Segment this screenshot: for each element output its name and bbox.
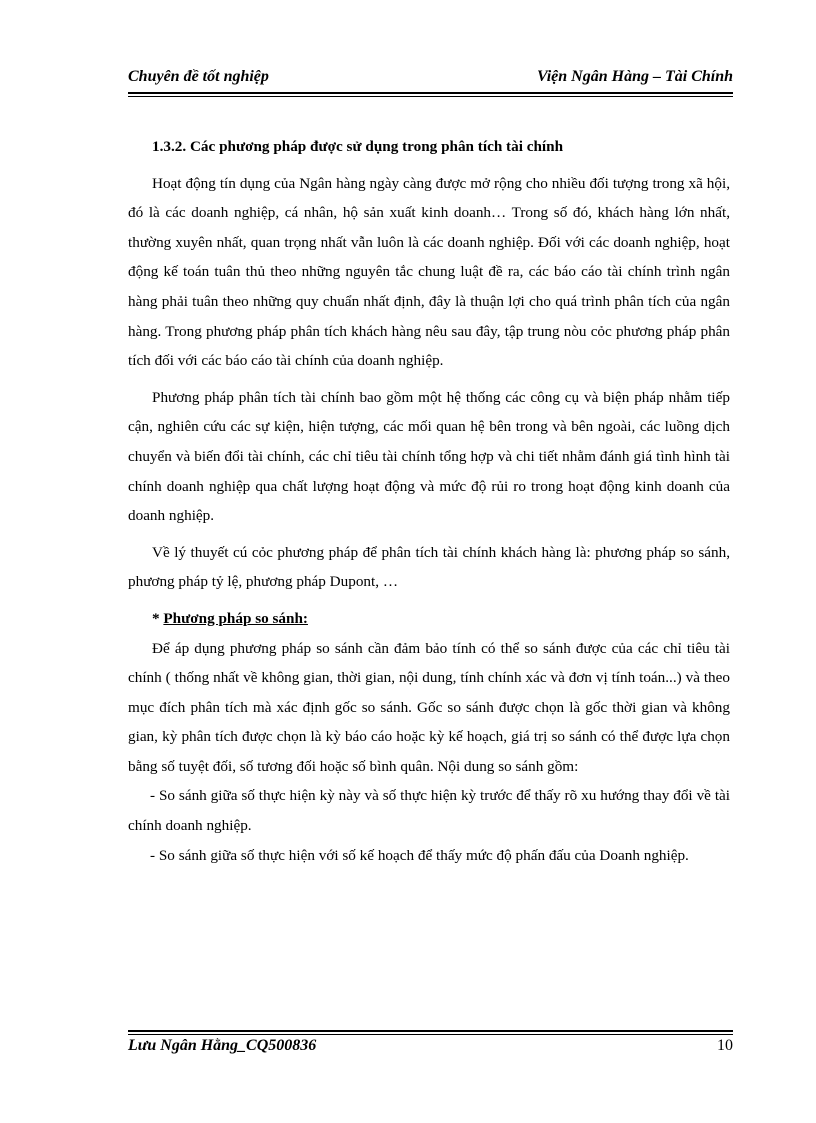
section-heading: 1.3.2. Các phương pháp được sử dụng trong phân tích tài chính (152, 138, 564, 155)
page-footer (128, 1037, 733, 1059)
header-divider-thin (128, 96, 733, 97)
paragraph: Phương pháp phân tích tài chính bao gồm một hệ thống các công cụ và biện pháp nhằm tiếp cận, nghiên cứu các sự kiện, hiện tượng, các mối quan hệ bên trong và bên ngoài, các luồng dịch chuyển và biến đổi tài chính, các chỉ tiêu tài chính tổng hợp và chi tiết nhằm đánh giá tình hình tài chính doanh nghiệp qua chất lượng hoạt động và mức độ rủi ro trong hoạt động kinh doanh của doanh nghiệp. (128, 388, 730, 525)
paragraph: Về lý thuyết cú cỏc phương pháp để phân tích tài chính khách hàng là: phương pháp so sánh, phương pháp tỷ lệ, phương pháp Dupont, … (128, 543, 730, 591)
header-divider (128, 92, 733, 94)
header-document-type: Chuyên đề tốt nghiệp (128, 68, 269, 85)
list-item: - So sánh giữa số thực hiện kỳ này và số thực hiện kỳ trước để thấy rõ xu hướng thay đổi về tài chính doanh nghiệp. (128, 787, 730, 835)
footer-divider-thin (128, 1034, 733, 1035)
page-number: 10 (717, 1037, 733, 1054)
subsection-heading (152, 604, 730, 634)
page-header (128, 68, 733, 90)
paragraph: Hoạt động tín dụng của Ngân hàng ngày càng được mở rộng cho nhiều đối tượng trong xã hội, đó là các doanh nghiệp, cá nhân, hộ sản xuất kinh doanh… Trong số đó, khách hàng lớn nhất, thường xuyên nhất, quan trọng nhất vẫn luôn là các doanh nghiệp. Đối với các doanh nghiệp, hoạt động kế toán tuân thủ theo những nguyên tắc chung luật đề ra, các báo cáo tài chính trình ngân hàng phải tuân theo những quy chuẩn nhất định, đây là thuận lợi cho quá trình phân tích của ngân hàng. Trong phương pháp phân tích khách hàng nêu sau đây, tập trung nòu cỏc phương pháp phân tích đối với các báo cáo tài chính của doanh nghiệp. (128, 174, 730, 370)
footer-author: Lưu Ngân Hằng_CQ500836 (128, 1037, 317, 1054)
footer-divider (128, 1030, 733, 1032)
subsection-bullet: * (152, 609, 164, 627)
subsection-title: Phương pháp so sánh: (163, 609, 308, 627)
paragraph: Để áp dụng phương pháp so sánh cần đảm bảo tính có thể so sánh được của các chỉ tiêu tài chính ( thống nhất về không gian, thời gian, nội dung, tính chính xác và đơn vị tính toán...) và theo mục đích phân tích mà xác định gốc so sánh. Gốc so sánh được chọn là gốc thời gian và không gian, kỳ phân tích được chọn là kỳ báo cáo hoặc kỳ kế hoạch, giá trị so sánh có thể được lựa chọn bằng số tuyệt đối, số tương đối hoặc số bình quân. Nội dung so sánh gồm: (128, 639, 730, 775)
list-item: - So sánh giữa số thực hiện với số kế hoạch để thấy mức độ phấn đấu của Doanh nghiệp. (150, 846, 689, 864)
header-institute: Viện Ngân Hàng – Tài Chính (536, 68, 733, 85)
page-body (128, 132, 730, 870)
